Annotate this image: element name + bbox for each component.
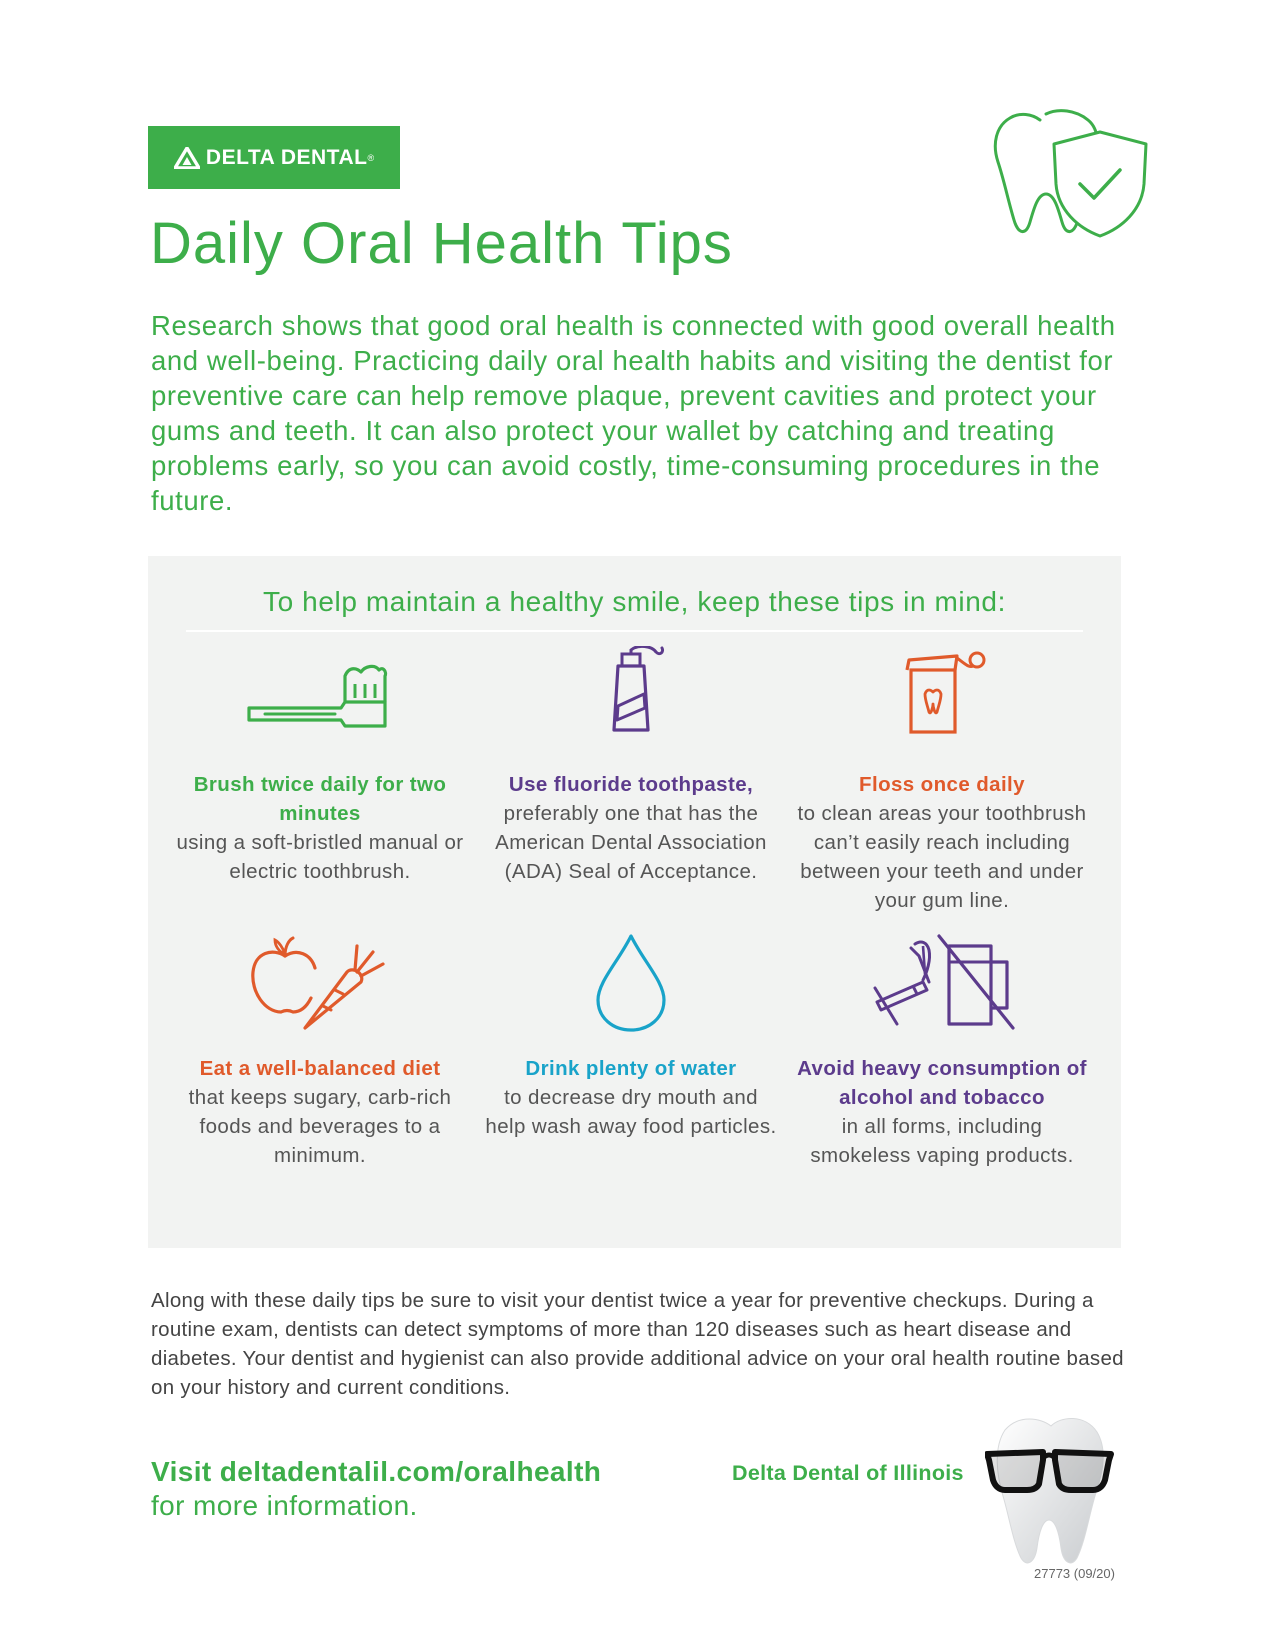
tip-text: [792, 770, 1092, 915]
company-name: Delta Dental of Illinois: [732, 1461, 964, 1485]
page-title: Daily Oral Health Tips: [150, 211, 733, 276]
tips-divider: [186, 630, 1083, 632]
tips-heading: To help maintain a healthy smile, keep these tips in mind:: [263, 586, 1006, 617]
document-code: 27773 (09/20): [1034, 1566, 1115, 1581]
toothbrush-icon: [245, 646, 395, 738]
tip-body: using a soft-bristled manual or electric toothbrush.: [176, 831, 464, 883]
delta-triangle-icon: [174, 147, 200, 169]
tip-toothpaste: [481, 646, 781, 886]
tip-headline: Avoid heavy consumption of alcohol and tobacco: [797, 1057, 1087, 1109]
tip-floss: [792, 646, 1092, 915]
tip-body: preferably one that has the American Dental Association (ADA) Seal of Acceptance.: [495, 802, 767, 883]
intro-paragraph: Research shows that good oral health is connected with good overall health and well-being. Practicing daily oral health habits and visiting the dentist for preventive care can help remove plaque, prevent cavities and protect your gums and teeth. It can also protect your wallet by catching and treating problems early, so you can avoid costly, time-consuming procedures in the future.: [151, 310, 1116, 516]
tip-water: [481, 932, 781, 1141]
logo-text: DELTA DENTAL: [205, 145, 368, 169]
tooth-with-glasses-icon: [985, 1408, 1115, 1568]
tips-panel: [148, 556, 1121, 1248]
tooth-shield-icon: [988, 108, 1148, 248]
tip-headline: Floss once daily: [859, 773, 1025, 796]
tip-text: [481, 770, 781, 886]
tip-diet: [170, 932, 470, 1170]
cta-suffix: for more information.: [151, 1490, 418, 1521]
call-to-action: [151, 1455, 751, 1523]
toothpaste-icon: [556, 646, 706, 738]
tip-headline: Eat a well-balanced diet: [199, 1057, 441, 1080]
tip-text: [792, 1054, 1092, 1170]
delta-dental-logo: [148, 126, 400, 189]
tip-body: to clean areas your toothbrush can’t easily reach including between your teeth and under your gum line.: [797, 802, 1087, 912]
tip-headline: Use fluoride toothpaste,: [508, 773, 754, 796]
tip-body: that keeps sugary, carb-rich foods and beverages to a minimum.: [188, 1086, 452, 1167]
tip-brush: [170, 646, 470, 886]
tip-headline: Drink plenty of water: [525, 1057, 737, 1080]
website-link[interactable]: Visit deltadentalil.com/oralhealth: [151, 1456, 602, 1487]
logo-registered-mark: ®: [367, 152, 375, 163]
water-drop-icon: [556, 932, 706, 1032]
tip-text: [170, 770, 470, 886]
no-alcohol-tobacco-icon: [867, 932, 1017, 1032]
tip-alcohol-tobacco: [792, 932, 1092, 1170]
closing-paragraph: Along with these daily tips be sure to visit your dentist twice a year for preventive checkups. During a routine exam, dentists can detect symptoms of more than 120 diseases such as heart disease and diabetes. Your dentist and hygienist can also provide additional advice on your oral health routine based on your history and current conditions.: [151, 1289, 1124, 1399]
tip-headline: Brush twice daily for two minutes: [193, 773, 447, 825]
apple-carrot-icon: [245, 932, 395, 1032]
tip-body: to decrease dry mouth and help wash away food particles.: [485, 1086, 777, 1138]
tip-text: [481, 1054, 781, 1141]
tip-body: in all forms, including smokeless vaping products.: [810, 1115, 1074, 1167]
floss-icon: [867, 646, 1017, 738]
tip-text: [170, 1054, 470, 1170]
